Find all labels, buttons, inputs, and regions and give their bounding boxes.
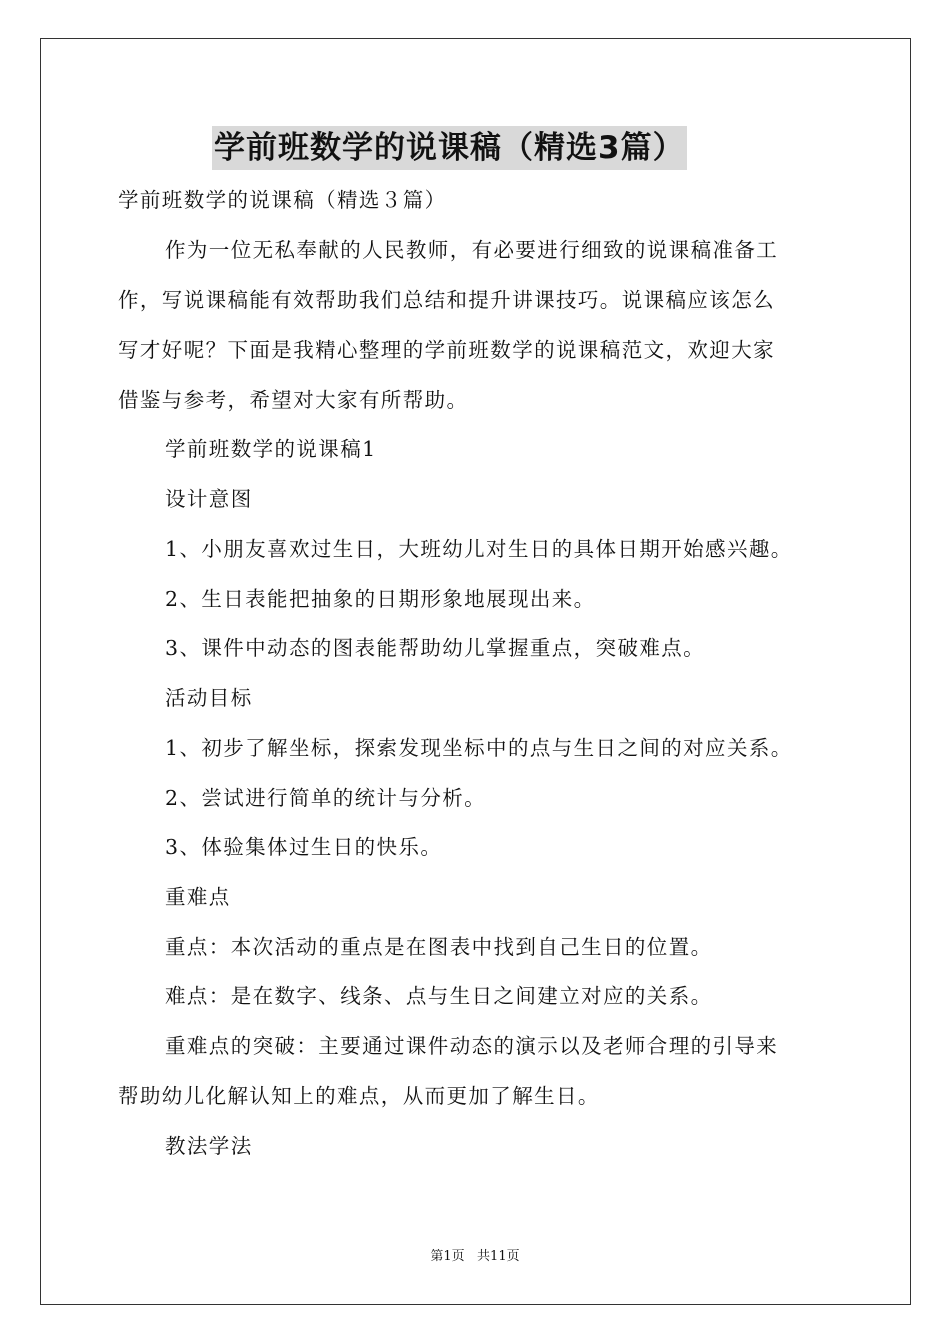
- design-item-2: 2、生日表能把抽象的日期形象地展现出来。: [165, 587, 596, 611]
- key-point: 重点：本次活动的重点是在图表中找到自己生日的位置。: [165, 935, 713, 959]
- design-item-1: 1、小朋友喜欢过生日，大班幼儿对生日的具体日期开始感兴趣。: [165, 537, 793, 561]
- goals-item-1: 1、初步了解坐标，探索发现坐标中的点与生日之间的对应关系。: [165, 736, 793, 760]
- key-heading: 重难点: [165, 885, 231, 909]
- page-border: [40, 38, 911, 1305]
- intro-line-3: 写才好呢？下面是我精心整理的学前班数学的说课稿范文，欢迎大家: [118, 338, 775, 362]
- intro-line-1: 作为一位无私奉献的人民教师，有必要进行细致的说课稿准备工: [165, 238, 779, 262]
- methods-heading: 教法学法: [165, 1134, 253, 1158]
- intro-line-2: 作，写说课稿能有效帮助我们总结和提升讲课技巧。说课稿应该怎么: [118, 288, 775, 312]
- design-item-3: 3、课件中动态的图表能帮助幼儿掌握重点，突破难点。: [165, 636, 706, 660]
- page-number: 第1页 共11页: [430, 1249, 520, 1264]
- goals-item-3: 3、体验集体过生日的快乐。: [165, 835, 443, 859]
- intro-line-4: 借鉴与参考，希望对大家有所帮助。: [118, 388, 469, 412]
- design-heading: 设计意图: [165, 487, 253, 511]
- breakthrough-line-2: 帮助幼儿化解认知上的难点，从而更加了解生日。: [118, 1084, 600, 1108]
- goals-heading: 活动目标: [165, 686, 253, 710]
- breakthrough-line-1: 重难点的突破：主要通过课件动态的演示以及老师合理的引导来: [165, 1034, 779, 1058]
- difficult-point: 难点：是在数字、线条、点与生日之间建立对应的关系。: [165, 984, 713, 1008]
- goals-item-2: 2、尝试进行简单的统计与分析。: [165, 786, 487, 810]
- document-title: 学前班数学的说课稿（精选3篇）: [212, 126, 687, 170]
- section-title: 学前班数学的说课稿1: [165, 437, 377, 461]
- document-subtitle: 学前班数学的说课稿（精选３篇）: [118, 188, 447, 212]
